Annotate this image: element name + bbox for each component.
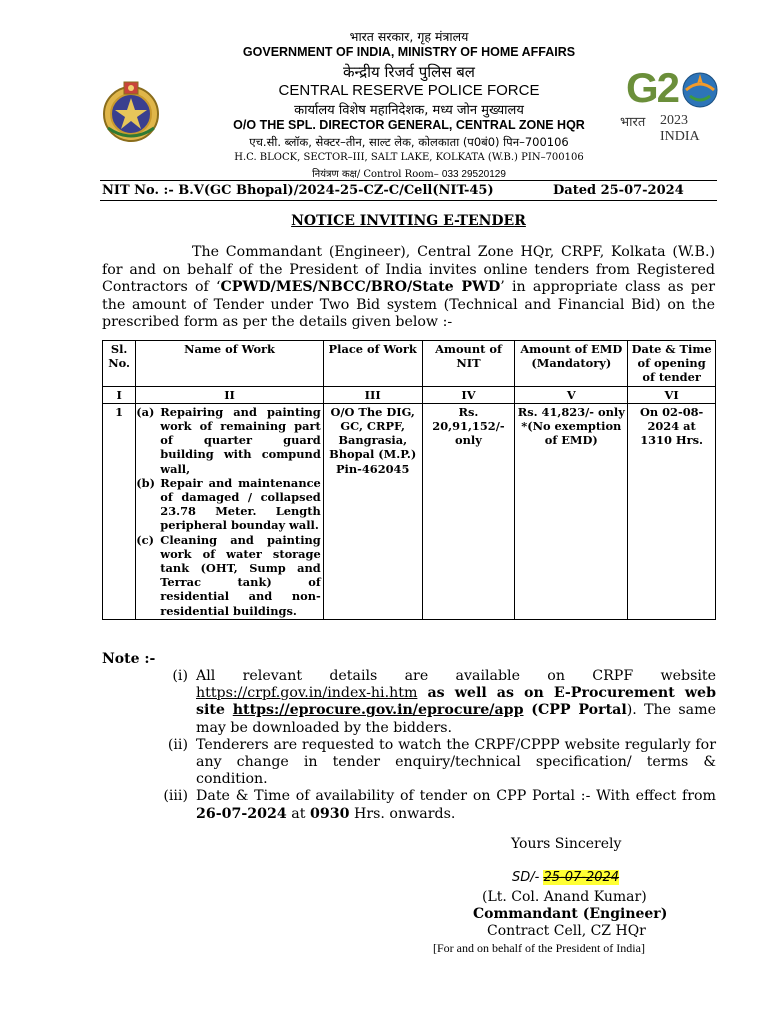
header-control-room xyxy=(170,166,648,180)
notice-title: NOTICE INVITING E-TENDER xyxy=(291,213,526,229)
intro-paragraph xyxy=(102,244,715,332)
row-works xyxy=(136,403,324,619)
note-text xyxy=(196,788,716,822)
intro-contractors: CPWD/MES/NBCC/BRO/State PWD xyxy=(220,279,501,295)
header-sl: Sl. No. xyxy=(103,341,136,387)
roman-6: VI xyxy=(628,386,716,403)
intro-part1: The Commandant (Engineer), Central Zone HQr, CRPF, Kolkata (W.B.) for and on behalf of the President of India invites online tenders from Registered Contractors of ‘ xyxy=(102,244,715,295)
header-place-of-work: Place of Work xyxy=(323,341,422,387)
nit-rule-bottom xyxy=(100,200,717,201)
work-label: (a) xyxy=(136,404,155,419)
note-num: (ii) xyxy=(167,736,188,753)
sd-date: 25-07-2024 xyxy=(543,870,620,885)
row-opening: On 02-08-2024 at 1310 Hrs. xyxy=(628,403,716,619)
roman-4: IV xyxy=(422,386,515,403)
note-3-time: 0930 xyxy=(309,805,350,822)
eprocure-link[interactable]: https://eprocure.gov.in/eprocure/app xyxy=(232,702,524,719)
note-item-2 xyxy=(150,737,716,789)
header-hindi-address: एच.सी. ब्लॉक, सेक्टर–तीन, साल्ट लेक, कोलकाता (प0बं0) पिन–700106 xyxy=(249,135,569,149)
row-amount-emd: Rs. 41,823/- only *(No exemption of EMD) xyxy=(515,403,628,619)
work-text: Cleaning and painting work of water storage tank (OHT, Sump and Terrac tank) of residential and non-residential buildings. xyxy=(160,532,321,618)
roman-5: V xyxy=(515,386,628,403)
control-room-english: / Control Room– xyxy=(356,169,439,180)
signature-sd xyxy=(512,870,619,885)
nit-number: NIT No. :- B.V(GC Bhopal)/2024-25-CZ-C/Cell(NIT-45) xyxy=(102,183,494,198)
note-text xyxy=(196,668,716,737)
note-3-post: Hrs. onwards. xyxy=(349,805,456,822)
work-text: Repairing and painting work of remaining part of quarter guard building with compund wall, xyxy=(160,404,321,476)
roman-1: I xyxy=(103,386,136,403)
work-item-c xyxy=(136,533,321,618)
g20-year: 2023 INDIA xyxy=(660,113,700,144)
note-3-date: 26-07-2024 xyxy=(196,805,287,822)
closing-text: Yours Sincerely xyxy=(511,836,622,852)
note-3-mid: at xyxy=(286,805,310,822)
roman-3: III xyxy=(323,386,422,403)
work-item-a xyxy=(136,405,321,476)
control-room-phone: 033 29520129 xyxy=(441,169,506,180)
header-hindi-office: कार्यालय विशेष महानिदेशक, मध्य जोन मुख्यालय xyxy=(294,103,524,118)
note-text: Tenderers are requested to watch the CRPF/CPPP website regularly for any change in tender enquiry/technical specification/ terms & condition. xyxy=(196,736,716,788)
lotus-globe-icon xyxy=(680,70,720,110)
header-opening: Date & Time of opening of tender xyxy=(628,341,716,387)
table-row xyxy=(103,403,716,619)
row-place: O/O The DIG, GC, CRPF, Bangrasia, Bhopal (M.P.) Pin-462045 xyxy=(323,403,422,619)
signatory-office: Contract Cell, CZ HQr xyxy=(487,923,646,939)
row-sl: 1 xyxy=(103,403,136,619)
note-item-3 xyxy=(150,788,716,822)
header-amount-nit: Amount of NIT xyxy=(422,341,515,387)
note-num: (i) xyxy=(172,668,188,684)
roman-2: II xyxy=(136,386,324,403)
intro-part2: ’ in appropriate class as per the amount of Tender under Two Bid system (Technical and Financial Bid) on the prescribed form as per the details given below :- xyxy=(102,279,715,330)
note-1-pre: All relevant details are available on CRPF website xyxy=(196,668,716,684)
header-amount-emd: Amount of EMD (Mandatory) xyxy=(515,341,628,387)
signatory-name: (Lt. Col. Anand Kumar) xyxy=(482,889,647,905)
note-3-pre: Date & Time of availability of tender on CPP Portal :- With effect from xyxy=(196,788,716,805)
signatory-behalf: [For and on behalf of the President of India] xyxy=(433,941,645,955)
header-hindi-force: केन्द्रीय रिजर्व पुलिस बल xyxy=(343,63,475,81)
work-text: Repair and maintenance of damaged / collapsed 23.78 Meter. Length peripheral bounday wall. xyxy=(160,475,321,533)
note-heading: Note :- xyxy=(102,651,156,667)
control-room-hindi: नियंत्रण कक्ष xyxy=(312,169,357,180)
tender-table xyxy=(102,340,716,620)
crpf-emblem-icon xyxy=(100,78,162,144)
note-1-post: ). The same may be downloaded by the bidders. xyxy=(196,702,716,736)
note-1-cpp: (CPP Portal xyxy=(523,702,627,719)
work-label: (b) xyxy=(136,475,156,490)
sd-label: SD/- xyxy=(512,870,540,885)
note-num: (iii) xyxy=(163,788,188,805)
header-english-office: O/O THE SPL. DIRECTOR GENERAL, CENTRAL ZONE HQR xyxy=(233,118,585,132)
nit-dated: Dated 25-07-2024 xyxy=(553,183,684,198)
work-label: (c) xyxy=(136,532,154,547)
note-list xyxy=(150,668,716,823)
header-english-address: H.C. BLOCK, SECTOR–III, SALT LAKE, KOLKATA (W.B.) PIN–700106 xyxy=(234,152,584,163)
g20-hindi: भारत xyxy=(620,115,646,130)
table-header-row xyxy=(103,341,716,387)
row-amount-nit: Rs. 20,91,152/- only xyxy=(422,403,515,619)
nit-rule xyxy=(100,180,717,181)
signatory-designation: Commandant (Engineer) xyxy=(473,906,668,922)
note-1-mid: as well as on E-Procurement web site xyxy=(196,685,716,719)
header-english-force: CENTRAL RESERVE POLICE FORCE xyxy=(278,82,540,99)
crpf-website-link[interactable]: https://crpf.gov.in/index-hi.htm xyxy=(196,685,418,702)
note-item-1 xyxy=(150,668,716,737)
work-item-b xyxy=(136,476,321,533)
header-english-govt: GOVERNMENT OF INDIA, MINISTRY OF HOME AFFAIRS xyxy=(242,45,576,59)
table-roman-row xyxy=(103,386,716,403)
g20-text: G2 xyxy=(626,64,679,111)
header-hindi-govt: भारत सरकार, गृह मंत्रालय xyxy=(349,29,469,44)
header-name-of-work: Name of Work xyxy=(136,341,324,387)
